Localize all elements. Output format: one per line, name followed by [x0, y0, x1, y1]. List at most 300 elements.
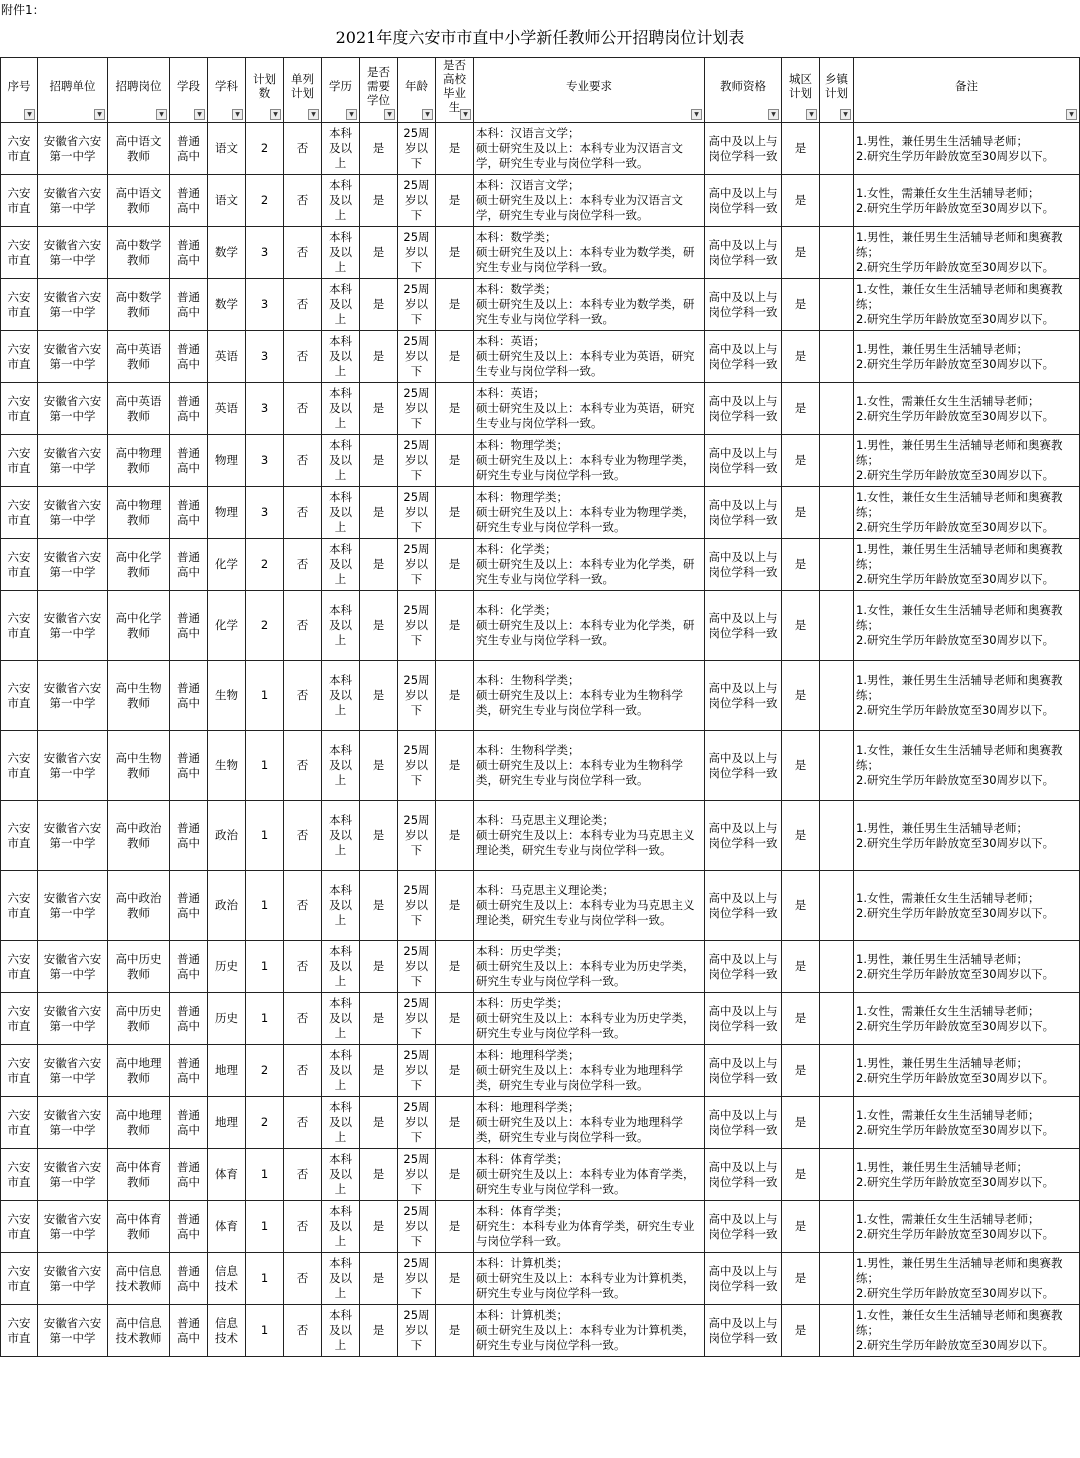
cell-remark: 1.女性，兼任女生生活辅导老师和奥赛教练； 2.研究生学历年龄放宽至30周岁以下。: [854, 1305, 1080, 1357]
cell-remark: 1.女性，兼任女生生活辅导老师和奥赛教练； 2.研究生学历年龄放宽至30周岁以下。: [854, 731, 1080, 801]
cell-degree: 是: [360, 331, 398, 383]
column-header-major: [474, 58, 705, 123]
cell-degree: 是: [360, 279, 398, 331]
cell-stage: 普通高中: [170, 175, 208, 227]
cell-unit: 安徽省六安第一中学: [38, 331, 108, 383]
cell-post: 高中语文教师: [108, 175, 170, 227]
cell-remark: 1.女性，需兼任女生生活辅导老师； 2.研究生学历年龄放宽至30周岁以下。: [854, 1201, 1080, 1253]
cell-cert: 高中及以上与岗位学科一致: [705, 731, 782, 801]
cell-major: 本科：体育学类； 研究生：本科专业为体育学类，研究生专业与岗位学科一致。: [474, 1201, 705, 1253]
cell-major: 本科：物理学类； 硕士研究生及以上：本科专业为物理学类，研究生专业与岗位学科一致。: [474, 435, 705, 487]
cell-cert: 高中及以上与岗位学科一致: [705, 279, 782, 331]
table-body: [1, 123, 1080, 1357]
cell-subject: 数学: [208, 279, 246, 331]
cell-seq: 六安市直: [1, 993, 38, 1045]
cell-unit: 安徽省六安第一中学: [38, 435, 108, 487]
cell-subject: 生物: [208, 731, 246, 801]
cell-single: 否: [284, 435, 322, 487]
cell-major: 本科：历史学类； 硕士研究生及以上：本科专业为历史学类，研究生专业与岗位学科一致。: [474, 941, 705, 993]
cell-urban: 是: [782, 1045, 820, 1097]
cell-unit: 安徽省六安第一中学: [38, 661, 108, 731]
cell-seq: 六安市直: [1, 1253, 38, 1305]
cell-stage: 普通高中: [170, 801, 208, 871]
cell-age: 25周岁以下: [398, 1253, 436, 1305]
column-header-post: [108, 58, 170, 123]
filter-dropdown-icon[interactable]: ▼: [691, 109, 702, 120]
cell-cert: 高中及以上与岗位学科一致: [705, 123, 782, 175]
cell-single: 否: [284, 591, 322, 661]
cell-degree: 是: [360, 227, 398, 279]
cell-rural: [820, 1253, 854, 1305]
cell-degree: 是: [360, 1201, 398, 1253]
cell-age: 25周岁以下: [398, 1201, 436, 1253]
cell-subject: 政治: [208, 871, 246, 941]
cell-urban: 是: [782, 1201, 820, 1253]
cell-stage: 普通高中: [170, 871, 208, 941]
cell-plan: 3: [246, 331, 284, 383]
cell-unit: 安徽省六安第一中学: [38, 1097, 108, 1149]
table-row: [1, 731, 1080, 801]
cell-rural: [820, 383, 854, 435]
column-header-label: 城区计划: [789, 72, 812, 100]
cell-post: 高中信息技术教师: [108, 1305, 170, 1357]
cell-remark: 1.女性，需兼任女生生活辅导老师； 2.研究生学历年龄放宽至30周岁以下。: [854, 383, 1080, 435]
cell-rural: [820, 1149, 854, 1201]
cell-cert: 高中及以上与岗位学科一致: [705, 661, 782, 731]
cell-urban: 是: [782, 941, 820, 993]
cell-plan: 1: [246, 871, 284, 941]
table-row: [1, 1253, 1080, 1305]
cell-cert: 高中及以上与岗位学科一致: [705, 1149, 782, 1201]
cell-grad: 是: [436, 1149, 474, 1201]
cell-stage: 普通高中: [170, 383, 208, 435]
cell-plan: 3: [246, 227, 284, 279]
column-header-single: [284, 58, 322, 123]
table-row: [1, 1045, 1080, 1097]
cell-rural: [820, 175, 854, 227]
cell-post: 高中化学教师: [108, 539, 170, 591]
cell-single: 否: [284, 1045, 322, 1097]
cell-single: 否: [284, 941, 322, 993]
cell-single: 否: [284, 279, 322, 331]
cell-seq: 六安市直: [1, 661, 38, 731]
cell-plan: 2: [246, 539, 284, 591]
cell-major: 本科：计算机类； 硕士研究生及以上：本科专业为计算机类，研究生专业与岗位学科一致。: [474, 1253, 705, 1305]
filter-dropdown-icon[interactable]: ▼: [1066, 109, 1077, 120]
cell-seq: 六安市直: [1, 1045, 38, 1097]
cell-plan: 3: [246, 487, 284, 539]
cell-degree: 是: [360, 123, 398, 175]
cell-edu: 本科及以上: [322, 1149, 360, 1201]
cell-unit: 安徽省六安第一中学: [38, 539, 108, 591]
filter-dropdown-icon[interactable]: ▼: [422, 109, 433, 120]
cell-seq: 六安市直: [1, 435, 38, 487]
cell-age: 25周岁以下: [398, 731, 436, 801]
cell-degree: 是: [360, 591, 398, 661]
cell-degree: 是: [360, 539, 398, 591]
cell-subject: 语文: [208, 175, 246, 227]
cell-edu: 本科及以上: [322, 1253, 360, 1305]
cell-major: 本科：体育学类； 硕士研究生及以上：本科专业为体育学类，研究生专业与岗位学科一致。: [474, 1149, 705, 1201]
cell-major: 本科：马克思主义理论类； 硕士研究生及以上：本科专业为马克思主义理论类，研究生专业与岗位学科一致。: [474, 801, 705, 871]
cell-post: 高中历史教师: [108, 993, 170, 1045]
cell-grad: 是: [436, 871, 474, 941]
cell-remark: 1.女性，兼任女生生活辅导老师和奥赛教练； 2.研究生学历年龄放宽至30周岁以下。: [854, 487, 1080, 539]
cell-age: 25周岁以下: [398, 175, 436, 227]
cell-unit: 安徽省六安第一中学: [38, 993, 108, 1045]
cell-subject: 历史: [208, 993, 246, 1045]
column-header-remark: [854, 58, 1080, 123]
cell-plan: 3: [246, 435, 284, 487]
cell-post: 高中数学教师: [108, 227, 170, 279]
cell-edu: 本科及以上: [322, 1305, 360, 1357]
cell-urban: 是: [782, 661, 820, 731]
cell-subject: 地理: [208, 1097, 246, 1149]
cell-remark: 1.男性，兼任男生生活辅导老师和奥赛教练； 2.研究生学历年龄放宽至30周岁以下。: [854, 539, 1080, 591]
cell-edu: 本科及以上: [322, 591, 360, 661]
cell-age: 25周岁以下: [398, 331, 436, 383]
cell-plan: 1: [246, 1305, 284, 1357]
cell-stage: 普通高中: [170, 331, 208, 383]
cell-post: 高中地理教师: [108, 1045, 170, 1097]
column-header-label: 学历: [329, 79, 352, 93]
cell-degree: 是: [360, 731, 398, 801]
cell-single: 否: [284, 487, 322, 539]
cell-edu: 本科及以上: [322, 1097, 360, 1149]
column-header-label: 教师资格: [720, 79, 766, 93]
cell-stage: 普通高中: [170, 993, 208, 1045]
cell-remark: 1.男性，兼任男生生活辅导老师和奥赛教练； 2.研究生学历年龄放宽至30周岁以下。: [854, 1253, 1080, 1305]
cell-age: 25周岁以下: [398, 487, 436, 539]
cell-post: 高中体育教师: [108, 1149, 170, 1201]
column-header-label: 招聘岗位: [115, 79, 162, 93]
cell-edu: 本科及以上: [322, 123, 360, 175]
column-header-label: 学科: [215, 79, 238, 93]
cell-rural: [820, 731, 854, 801]
cell-stage: 普通高中: [170, 1253, 208, 1305]
cell-grad: 是: [436, 435, 474, 487]
page-title: 2021年度六安市市直中小学新任教师公开招聘岗位计划表: [335, 28, 745, 47]
table-row: [1, 331, 1080, 383]
cell-seq: 六安市直: [1, 539, 38, 591]
cell-unit: 安徽省六安第一中学: [38, 279, 108, 331]
table-row: [1, 1201, 1080, 1253]
filter-dropdown-icon[interactable]: ▼: [384, 109, 395, 120]
cell-rural: [820, 227, 854, 279]
cell-major: 本科：英语； 硕士研究生及以上：本科专业为英语，研究生专业与岗位学科一致。: [474, 331, 705, 383]
filter-dropdown-icon[interactable]: ▼: [460, 109, 471, 120]
column-header-age: [398, 58, 436, 123]
table-row: [1, 383, 1080, 435]
recruitment-table: [0, 57, 1080, 1357]
cell-subject: 生物: [208, 661, 246, 731]
cell-urban: 是: [782, 435, 820, 487]
cell-urban: 是: [782, 871, 820, 941]
cell-degree: 是: [360, 941, 398, 993]
cell-plan: 1: [246, 731, 284, 801]
cell-seq: 六安市直: [1, 227, 38, 279]
cell-urban: 是: [782, 175, 820, 227]
cell-plan: 1: [246, 1201, 284, 1253]
cell-edu: 本科及以上: [322, 539, 360, 591]
cell-age: 25周岁以下: [398, 539, 436, 591]
cell-cert: 高中及以上与岗位学科一致: [705, 1097, 782, 1149]
cell-plan: 1: [246, 1149, 284, 1201]
cell-degree: 是: [360, 175, 398, 227]
cell-grad: 是: [436, 487, 474, 539]
cell-unit: 安徽省六安第一中学: [38, 1201, 108, 1253]
cell-urban: 是: [782, 1097, 820, 1149]
cell-plan: 1: [246, 1253, 284, 1305]
cell-major: 本科：马克思主义理论类； 硕士研究生及以上：本科专业为马克思主义理论类，研究生专业与岗位学科一致。: [474, 871, 705, 941]
cell-degree: 是: [360, 1305, 398, 1357]
cell-rural: [820, 941, 854, 993]
cell-age: 25周岁以下: [398, 993, 436, 1045]
cell-post: 高中生物教师: [108, 661, 170, 731]
cell-unit: 安徽省六安第一中学: [38, 871, 108, 941]
column-header-label: 学段: [177, 79, 200, 93]
cell-unit: 安徽省六安第一中学: [38, 941, 108, 993]
cell-rural: [820, 279, 854, 331]
cell-single: 否: [284, 175, 322, 227]
cell-post: 高中政治教师: [108, 871, 170, 941]
cell-grad: 是: [436, 279, 474, 331]
cell-unit: 安徽省六安第一中学: [38, 227, 108, 279]
cell-degree: 是: [360, 383, 398, 435]
cell-edu: 本科及以上: [322, 993, 360, 1045]
cell-urban: 是: [782, 591, 820, 661]
table-row: [1, 801, 1080, 871]
cell-rural: [820, 1045, 854, 1097]
cell-rural: [820, 331, 854, 383]
cell-grad: 是: [436, 801, 474, 871]
attachment-label: 附件1：: [1, 3, 45, 17]
cell-major: 本科：地理科学类； 硕士研究生及以上：本科专业为地理科学类，研究生专业与岗位学科一致。: [474, 1097, 705, 1149]
cell-remark: 1.男性，兼任男生生活辅导老师； 2.研究生学历年龄放宽至30周岁以下。: [854, 331, 1080, 383]
cell-unit: 安徽省六安第一中学: [38, 801, 108, 871]
column-header-urban: [782, 58, 820, 123]
cell-degree: 是: [360, 1149, 398, 1201]
filter-dropdown-icon[interactable]: ▼: [94, 109, 105, 120]
filter-dropdown-icon[interactable]: ▼: [308, 109, 319, 120]
cell-rural: [820, 123, 854, 175]
cell-rural: [820, 1097, 854, 1149]
cell-seq: 六安市直: [1, 123, 38, 175]
cell-unit: 安徽省六安第一中学: [38, 123, 108, 175]
cell-edu: 本科及以上: [322, 331, 360, 383]
column-header-subject: [208, 58, 246, 123]
cell-plan: 1: [246, 941, 284, 993]
filter-dropdown-icon[interactable]: ▼: [24, 109, 35, 120]
cell-major: 本科：计算机类； 硕士研究生及以上：本科专业为计算机类，研究生专业与岗位学科一致。: [474, 1305, 705, 1357]
cell-age: 25周岁以下: [398, 279, 436, 331]
cell-cert: 高中及以上与岗位学科一致: [705, 227, 782, 279]
cell-stage: 普通高中: [170, 487, 208, 539]
column-header-label: 专业要求: [566, 79, 612, 93]
cell-single: 否: [284, 801, 322, 871]
cell-degree: 是: [360, 871, 398, 941]
cell-seq: 六安市直: [1, 1305, 38, 1357]
column-header-stage: [170, 58, 208, 123]
cell-age: 25周岁以下: [398, 661, 436, 731]
cell-edu: 本科及以上: [322, 383, 360, 435]
cell-cert: 高中及以上与岗位学科一致: [705, 941, 782, 993]
cell-degree: 是: [360, 487, 398, 539]
cell-unit: 安徽省六安第一中学: [38, 383, 108, 435]
cell-cert: 高中及以上与岗位学科一致: [705, 539, 782, 591]
filter-dropdown-icon[interactable]: ▼: [346, 109, 357, 120]
cell-edu: 本科及以上: [322, 1201, 360, 1253]
cell-plan: 2: [246, 1097, 284, 1149]
cell-subject: 地理: [208, 1045, 246, 1097]
cell-unit: 安徽省六安第一中学: [38, 175, 108, 227]
cell-grad: 是: [436, 731, 474, 801]
cell-subject: 化学: [208, 591, 246, 661]
cell-degree: 是: [360, 1253, 398, 1305]
filter-dropdown-icon[interactable]: ▼: [840, 109, 851, 120]
filter-dropdown-icon[interactable]: ▼: [806, 109, 817, 120]
column-header-label: 是否高校毕业生: [443, 58, 466, 114]
cell-stage: 普通高中: [170, 1305, 208, 1357]
cell-age: 25周岁以下: [398, 1097, 436, 1149]
cell-single: 否: [284, 227, 322, 279]
cell-unit: 安徽省六安第一中学: [38, 731, 108, 801]
cell-rural: [820, 539, 854, 591]
column-header-degree: [360, 58, 398, 123]
cell-edu: 本科及以上: [322, 227, 360, 279]
column-header-label: 年龄: [405, 79, 428, 93]
cell-cert: 高中及以上与岗位学科一致: [705, 175, 782, 227]
cell-major: 本科：英语； 硕士研究生及以上：本科专业为英语，研究生专业与岗位学科一致。: [474, 383, 705, 435]
cell-remark: 1.女性，需兼任女生生活辅导老师； 2.研究生学历年龄放宽至30周岁以下。: [854, 993, 1080, 1045]
cell-plan: 2: [246, 175, 284, 227]
cell-grad: 是: [436, 227, 474, 279]
cell-cert: 高中及以上与岗位学科一致: [705, 331, 782, 383]
cell-subject: 英语: [208, 383, 246, 435]
cell-remark: 1.女性，需兼任女生生活辅导老师； 2.研究生学历年龄放宽至30周岁以下。: [854, 175, 1080, 227]
cell-major: 本科：汉语言文学； 硕士研究生及以上：本科专业为汉语言文学，研究生专业与岗位学科一致。: [474, 175, 705, 227]
cell-seq: 六安市直: [1, 871, 38, 941]
cell-edu: 本科及以上: [322, 941, 360, 993]
column-header-rural: [820, 58, 854, 123]
cell-single: 否: [284, 871, 322, 941]
cell-single: 否: [284, 993, 322, 1045]
cell-degree: 是: [360, 435, 398, 487]
cell-age: 25周岁以下: [398, 123, 436, 175]
cell-cert: 高中及以上与岗位学科一致: [705, 383, 782, 435]
cell-cert: 高中及以上与岗位学科一致: [705, 1305, 782, 1357]
cell-edu: 本科及以上: [322, 731, 360, 801]
cell-subject: 数学: [208, 227, 246, 279]
cell-subject: 体育: [208, 1201, 246, 1253]
cell-major: 本科：数学类； 硕士研究生及以上：本科专业为数学类，研究生专业与岗位学科一致。: [474, 279, 705, 331]
cell-single: 否: [284, 661, 322, 731]
filter-dropdown-icon[interactable]: ▼: [194, 109, 205, 120]
column-header-edu: [322, 58, 360, 123]
cell-post: 高中生物教师: [108, 731, 170, 801]
column-header-label: 是否需要学位: [367, 65, 390, 107]
filter-dropdown-icon[interactable]: ▼: [270, 109, 281, 120]
cell-urban: 是: [782, 331, 820, 383]
table-row: [1, 175, 1080, 227]
cell-post: 高中地理教师: [108, 1097, 170, 1149]
cell-unit: 安徽省六安第一中学: [38, 487, 108, 539]
cell-grad: 是: [436, 1253, 474, 1305]
cell-edu: 本科及以上: [322, 801, 360, 871]
column-header-label: 计划数: [253, 72, 276, 100]
cell-plan: 3: [246, 383, 284, 435]
cell-grad: 是: [436, 1305, 474, 1357]
cell-cert: 高中及以上与岗位学科一致: [705, 1045, 782, 1097]
cell-subject: 政治: [208, 801, 246, 871]
cell-rural: [820, 1305, 854, 1357]
column-header-label: 单列计划: [291, 72, 314, 100]
cell-major: 本科：地理科学类； 硕士研究生及以上：本科专业为地理科学类，研究生专业与岗位学科一致。: [474, 1045, 705, 1097]
cell-edu: 本科及以上: [322, 871, 360, 941]
cell-age: 25周岁以下: [398, 591, 436, 661]
table-row: [1, 661, 1080, 731]
column-header-cert: [705, 58, 782, 123]
cell-rural: [820, 993, 854, 1045]
cell-remark: 1.男性，兼任男生生活辅导老师和奥赛教练； 2.研究生学历年龄放宽至30周岁以下。: [854, 435, 1080, 487]
cell-plan: 2: [246, 1045, 284, 1097]
cell-grad: 是: [436, 1201, 474, 1253]
cell-cert: 高中及以上与岗位学科一致: [705, 1201, 782, 1253]
cell-urban: 是: [782, 731, 820, 801]
cell-edu: 本科及以上: [322, 1045, 360, 1097]
table-row: [1, 435, 1080, 487]
cell-seq: 六安市直: [1, 731, 38, 801]
cell-urban: 是: [782, 279, 820, 331]
filter-dropdown-icon[interactable]: ▼: [768, 109, 779, 120]
cell-remark: 1.男性，兼任男生生活辅导老师； 2.研究生学历年龄放宽至30周岁以下。: [854, 1045, 1080, 1097]
cell-stage: 普通高中: [170, 1201, 208, 1253]
cell-seq: 六安市直: [1, 175, 38, 227]
cell-remark: 1.男性，兼任男生生活辅导老师； 2.研究生学历年龄放宽至30周岁以下。: [854, 801, 1080, 871]
cell-subject: 物理: [208, 487, 246, 539]
table-row: [1, 539, 1080, 591]
cell-edu: 本科及以上: [322, 661, 360, 731]
cell-post: 高中体育教师: [108, 1201, 170, 1253]
cell-seq: 六安市直: [1, 941, 38, 993]
cell-plan: 1: [246, 661, 284, 731]
cell-plan: 2: [246, 123, 284, 175]
column-header-label: 备注: [955, 79, 978, 93]
cell-grad: 是: [436, 175, 474, 227]
cell-edu: 本科及以上: [322, 175, 360, 227]
cell-plan: 2: [246, 591, 284, 661]
cell-rural: [820, 591, 854, 661]
cell-unit: 安徽省六安第一中学: [38, 1149, 108, 1201]
filter-dropdown-icon[interactable]: ▼: [156, 109, 167, 120]
filter-dropdown-icon[interactable]: ▼: [232, 109, 243, 120]
cell-cert: 高中及以上与岗位学科一致: [705, 435, 782, 487]
cell-edu: 本科及以上: [322, 435, 360, 487]
cell-single: 否: [284, 731, 322, 801]
cell-age: 25周岁以下: [398, 1149, 436, 1201]
cell-stage: 普通高中: [170, 1097, 208, 1149]
cell-urban: 是: [782, 383, 820, 435]
cell-stage: 普通高中: [170, 435, 208, 487]
cell-major: 本科：生物科学类； 硕士研究生及以上：本科专业为生物科学类，研究生专业与岗位学科一致。: [474, 731, 705, 801]
cell-post: 高中政治教师: [108, 801, 170, 871]
cell-subject: 语文: [208, 123, 246, 175]
column-header-label: 招聘单位: [49, 79, 96, 93]
cell-grad: 是: [436, 941, 474, 993]
column-header-label: 乡镇计划: [825, 72, 848, 100]
cell-grad: 是: [436, 661, 474, 731]
cell-degree: 是: [360, 661, 398, 731]
